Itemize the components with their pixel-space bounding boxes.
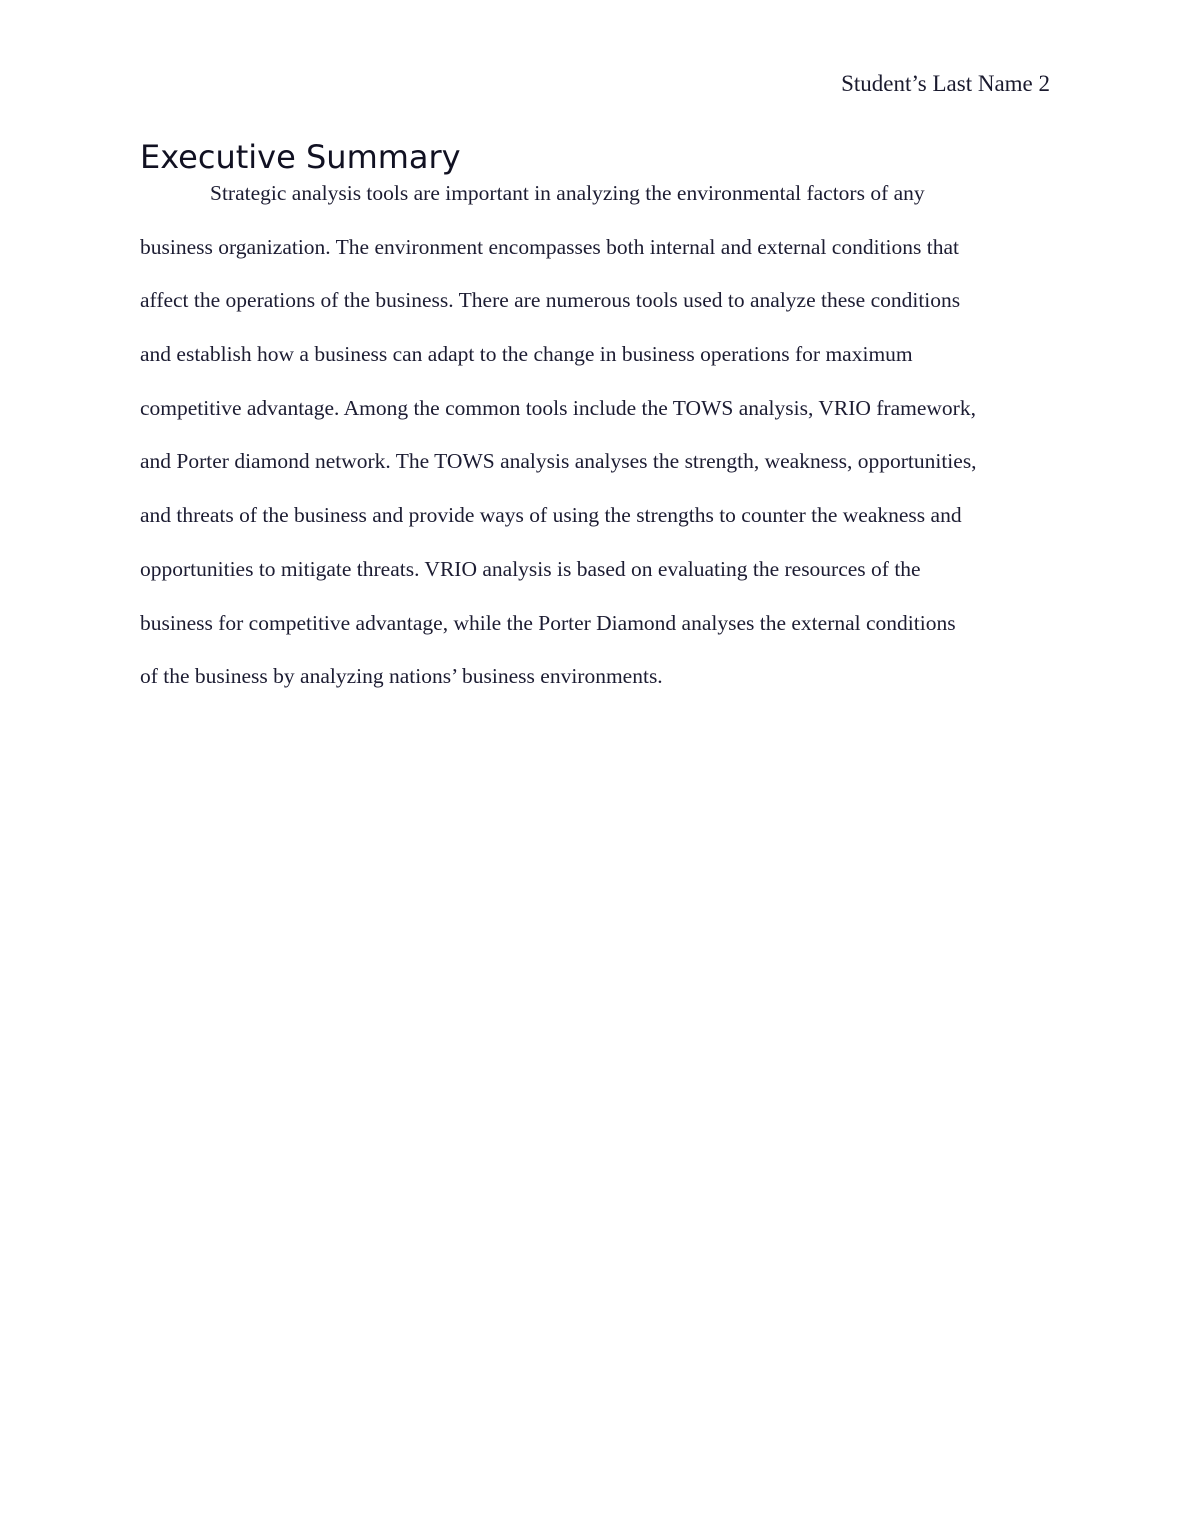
paragraph-line: business organization. The environment encompasses both internal and external conditions that: [140, 234, 959, 259]
running-head: Student’s Last Name 2: [841, 71, 1050, 96]
paragraph-line: affect the operations of the business. There are numerous tools used to analyze these conditions: [140, 288, 961, 313]
paragraph-line: Strategic analysis tools are important in analyzing the environmental factors of any: [210, 181, 925, 205]
paragraph-line: opportunities to mitigate threats. VRIO analysis is based on evaluating the resources of the: [140, 556, 921, 581]
paragraph-line: and threats of the business and provide ways of using the strengths to counter the weakness and: [140, 503, 962, 528]
paragraph-line: competitive advantage. Among the common tools include the TOWS analysis, VRIO framework,: [140, 395, 976, 420]
paragraph-line: business for competitive advantage, while the Porter Diamond analyses the external conditions: [140, 610, 956, 635]
paragraph-line: and establish how a business can adapt to the change in business operations for maximum: [140, 342, 913, 367]
section-heading: Executive Summary: [140, 138, 461, 176]
paragraph-line: and Porter diamond network. The TOWS analysis analyses the strength, weakness, opportunities,: [140, 449, 977, 474]
body-paragraph: [140, 176, 1060, 713]
paragraph-line: of the business by analyzing nations’ business environments.: [140, 664, 663, 689]
